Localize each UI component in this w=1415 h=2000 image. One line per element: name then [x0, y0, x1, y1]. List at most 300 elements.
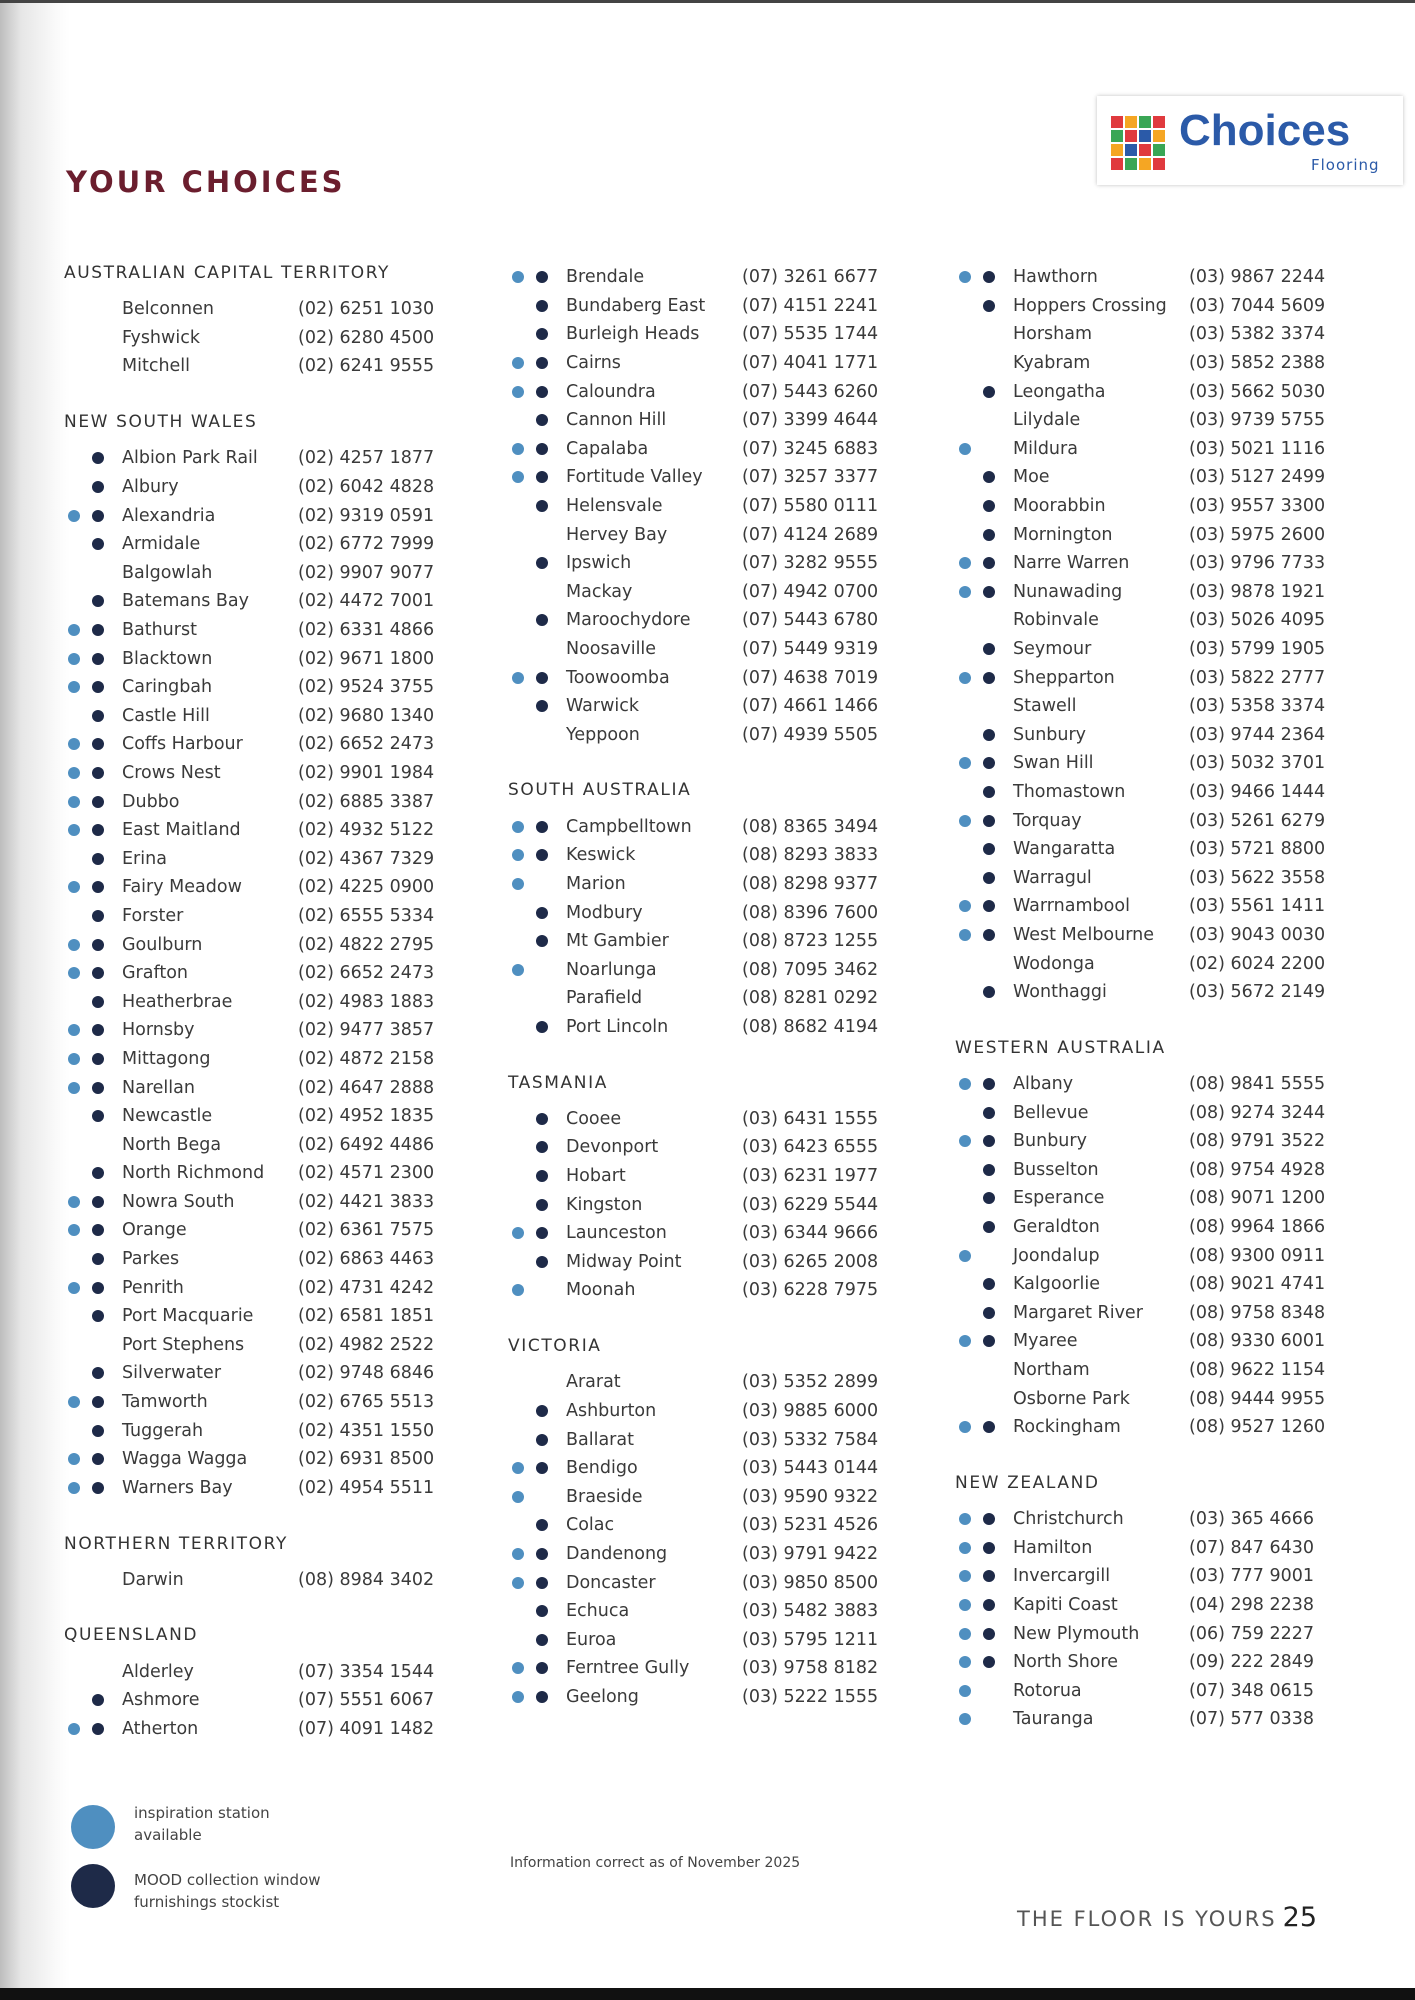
mood-collection-dot-icon: [983, 643, 995, 655]
store-phone: (08) 9964 1866: [1189, 1217, 1326, 1238]
store-phone: (02) 6931 8500: [298, 1449, 435, 1470]
mood-collection-dot-icon: [92, 767, 104, 779]
store-phone: (03) 9744 2364: [1189, 724, 1326, 745]
store-row: [508, 1368, 938, 1397]
mood-collection-legend-icon: [71, 1864, 115, 1908]
store-phone: (08) 9330 6001: [1189, 1331, 1326, 1352]
store-phone: (08) 9622 1154: [1189, 1360, 1326, 1381]
store-name: Heatherbrae: [122, 991, 233, 1012]
region-section: [64, 259, 494, 381]
store-name: Esperance: [1013, 1188, 1105, 1209]
region-section: [955, 1034, 1385, 1442]
store-row: [508, 898, 938, 927]
store-name: Atherton: [122, 1718, 199, 1739]
mood-collection-dot-icon: [536, 443, 548, 455]
mood-collection-dot-icon: [536, 300, 548, 312]
store-row: [508, 578, 938, 607]
store-name: Ballarat: [566, 1429, 634, 1450]
store-row: [508, 520, 938, 549]
mood-collection-dot-icon: [536, 328, 548, 340]
region-section: [64, 1530, 494, 1595]
store-name: Bunbury: [1013, 1131, 1087, 1152]
store-row: [64, 816, 494, 845]
store-name: Hervey Bay: [566, 524, 668, 545]
mood-collection-dot-icon: [983, 786, 995, 798]
store-name: Goulburn: [122, 934, 203, 955]
store-name: Myaree: [1013, 1331, 1078, 1352]
page-title: YOUR CHOICES: [66, 165, 346, 199]
store-name: Fairy Meadow: [122, 877, 242, 898]
mood-collection-dot-icon: [983, 1135, 995, 1147]
mood-collection-dot-icon: [536, 1113, 548, 1125]
inspiration-station-dot-icon: [959, 443, 971, 455]
store-row: [508, 1276, 938, 1305]
inspiration-station-dot-icon: [512, 1227, 524, 1239]
store-name: New Plymouth: [1013, 1623, 1140, 1644]
mood-collection-dot-icon: [92, 481, 104, 493]
store-row: [508, 1597, 938, 1626]
store-phone: (08) 9300 0911: [1189, 1245, 1326, 1266]
store-phone: (03) 9791 9422: [742, 1543, 879, 1564]
store-phone: (02) 6331 4866: [298, 620, 435, 640]
store-row: [955, 377, 1385, 406]
store-name: Mackay: [566, 581, 633, 602]
store-row: [508, 870, 938, 899]
store-name: Crows Nest: [122, 762, 221, 783]
store-name: Torquay: [1013, 810, 1082, 831]
mood-collection-dot-icon: [983, 900, 995, 912]
store-name: Modbury: [566, 902, 643, 923]
store-name: Coffs Harbour: [122, 734, 243, 755]
inspiration-station-dot-icon: [959, 1421, 971, 1433]
store-name: Caloundra: [566, 381, 656, 402]
mood-collection-dot-icon: [536, 700, 548, 712]
store-phone: (02) 4932 5122: [298, 820, 435, 841]
inspiration-station-dot-icon: [512, 849, 524, 861]
inspiration-station-dot-icon: [512, 878, 524, 890]
inspiration-station-dot-icon: [512, 1662, 524, 1674]
store-phone: (08) 9841 5555: [1189, 1074, 1326, 1095]
store-phone: (03) 5352 2899: [742, 1372, 879, 1393]
store-phone: (03) 5852 2388: [1189, 353, 1326, 374]
store-name: Ararat: [566, 1372, 621, 1393]
store-name: Narellan: [122, 1077, 195, 1098]
mood-collection-dot-icon: [536, 414, 548, 426]
store-name: Sunbury: [1013, 724, 1087, 745]
store-name: Kingston: [566, 1194, 643, 1215]
mood-collection-dot-icon: [983, 843, 995, 855]
mood-collection-dot-icon: [536, 271, 548, 283]
store-phone: (03) 365 4666: [1189, 1509, 1314, 1530]
store-name: Erina: [122, 848, 167, 869]
store-phone: (02) 6251 1030: [298, 299, 435, 320]
mood-collection-dot-icon: [536, 1141, 548, 1153]
store-phone: (02) 4257 1877: [298, 448, 435, 469]
store-phone: (07) 4638 7019: [742, 667, 879, 688]
column-2: [508, 263, 938, 1739]
store-name: Albion Park Rail: [122, 448, 258, 469]
mood-collection-dot-icon: [536, 557, 548, 569]
region-section: [955, 1469, 1385, 1734]
store-row: [508, 606, 938, 635]
store-name: North Richmond: [122, 1163, 265, 1184]
mood-collection-dot-icon: [92, 796, 104, 808]
store-phone: (03) 5662 5030: [1189, 381, 1326, 402]
store-name: Orange: [122, 1220, 187, 1241]
store-phone: (09) 222 2849: [1189, 1652, 1314, 1673]
store-phone: (07) 3261 6677: [742, 267, 879, 288]
mood-collection-dot-icon: [92, 910, 104, 922]
region-section: [64, 408, 494, 1502]
store-phone: (07) 5449 9319: [742, 639, 879, 660]
store-row: [64, 1245, 494, 1274]
store-phone: (02) 6042 4828: [298, 477, 435, 498]
inspiration-station-dot-icon: [512, 1491, 524, 1503]
store-row: [955, 1299, 1385, 1328]
store-phone: (02) 6652 2473: [298, 734, 435, 755]
store-row: [508, 721, 938, 750]
footer: [1017, 1902, 1317, 1933]
inspiration-station-dot-icon: [512, 271, 524, 283]
inspiration-station-dot-icon: [959, 1656, 971, 1668]
store-phone: (03) 6228 7975: [742, 1280, 879, 1301]
store-row: [64, 559, 494, 588]
inspiration-station-dot-icon: [512, 386, 524, 398]
store-name: Devonport: [566, 1137, 659, 1158]
store-phone: (07) 5580 0111: [742, 496, 879, 517]
store-phone: (03) 9739 5755: [1189, 410, 1326, 431]
store-row: [955, 1070, 1385, 1099]
store-phone: (07) 4041 1771: [742, 353, 879, 374]
store-row: [955, 1648, 1385, 1677]
mood-collection-dot-icon: [536, 1405, 548, 1417]
inspiration-station-dot-icon: [512, 1691, 524, 1703]
mood-collection-dot-icon: [92, 1310, 104, 1322]
store-name: Nowra South: [122, 1191, 235, 1212]
inspiration-station-dot-icon: [959, 1713, 971, 1725]
store-phone: (02) 6652 2473: [298, 963, 435, 984]
store-phone: (03) 5672 2149: [1189, 982, 1326, 1003]
mood-collection-dot-icon: [536, 614, 548, 626]
inspiration-station-dot-icon: [959, 271, 971, 283]
store-row: [955, 892, 1385, 921]
store-phone: (07) 348 0615: [1189, 1680, 1314, 1701]
mood-collection-dot-icon: [536, 1519, 548, 1531]
store-row: [64, 1331, 494, 1360]
inspiration-station-dot-icon: [512, 1284, 524, 1296]
store-row: [64, 987, 494, 1016]
store-name: Echuca: [566, 1601, 630, 1622]
logo-wordmark: Choices: [1179, 106, 1351, 155]
mood-collection-dot-icon: [536, 1434, 548, 1446]
store-name: Darwin: [122, 1569, 184, 1590]
store-name: Belconnen: [122, 299, 215, 320]
store-name: Mitchell: [122, 356, 191, 377]
store-phone: (03) 6344 9666: [742, 1223, 879, 1244]
store-row: [64, 444, 494, 473]
store-name: Bathurst: [122, 620, 197, 640]
store-phone: (08) 8396 7600: [742, 902, 879, 923]
inspiration-station-dot-icon: [512, 964, 524, 976]
store-phone: (02) 6555 5334: [298, 905, 435, 926]
store-phone: (02) 4367 7329: [298, 848, 435, 869]
store-name: Bendigo: [566, 1458, 638, 1479]
store-name: Hobart: [566, 1166, 626, 1187]
store-name: Bundaberg East: [566, 295, 706, 316]
store-phone: (03) 6265 2008: [742, 1251, 879, 1272]
store-row: [508, 263, 938, 292]
store-name: Warragul: [1013, 867, 1092, 888]
store-phone: (03) 9885 6000: [742, 1401, 879, 1422]
store-row: [508, 1133, 938, 1162]
store-name: Nunawading: [1013, 581, 1123, 602]
store-name: Capalaba: [566, 438, 649, 459]
store-row: [955, 835, 1385, 864]
mood-collection-dot-icon: [983, 471, 995, 483]
store-name: Mittagong: [122, 1048, 211, 1069]
inspiration-station-dot-icon: [68, 1224, 80, 1236]
store-name: Shepparton: [1013, 667, 1115, 688]
store-row: [955, 1213, 1385, 1242]
store-name: Hawthorn: [1013, 267, 1098, 288]
inspiration-station-dot-icon: [959, 672, 971, 684]
mood-collection-dot-icon: [92, 1053, 104, 1065]
mood-collection-dot-icon: [92, 881, 104, 893]
store-row: [64, 352, 494, 381]
store-name: Parafield: [566, 988, 643, 1009]
store-row: [64, 530, 494, 559]
mood-collection-dot-icon: [983, 271, 995, 283]
logo-tile-grid-icon: [1111, 116, 1165, 170]
store-row: [955, 492, 1385, 521]
store-phone: (03) 9466 1444: [1189, 781, 1326, 802]
store-row: [508, 1511, 938, 1540]
store-name: Braeside: [566, 1486, 643, 1507]
store-phone: (03) 5222 1555: [742, 1686, 879, 1707]
inspiration-station-dot-icon: [68, 1723, 80, 1735]
inspiration-station-dot-icon: [959, 1685, 971, 1697]
store-row: [508, 1483, 938, 1512]
mood-collection-dot-icon: [983, 872, 995, 884]
store-phone: (02) 9901 1984: [298, 762, 435, 783]
inspiration-station-dot-icon: [68, 1453, 80, 1465]
store-name: Christchurch: [1013, 1509, 1124, 1530]
store-phone: (02) 9680 1340: [298, 705, 435, 726]
store-name: Geraldton: [1013, 1217, 1100, 1238]
inspiration-station-legend-label: inspiration station available: [134, 1804, 270, 1844]
mood-collection-dot-icon: [92, 1694, 104, 1706]
store-row: [64, 844, 494, 873]
mood-collection-dot-icon: [536, 1634, 548, 1646]
store-row: [955, 1562, 1385, 1591]
mood-collection-dot-icon: [983, 1335, 995, 1347]
store-name: Wangaratta: [1013, 839, 1116, 860]
store-phone: (08) 8281 0292: [742, 988, 879, 1009]
store-name: Newcastle: [122, 1106, 213, 1127]
inspiration-station-dot-icon: [959, 1135, 971, 1147]
mood-collection-dot-icon: [536, 471, 548, 483]
store-phone: (02) 4731 4242: [298, 1277, 435, 1298]
store-row: [64, 959, 494, 988]
store-row: [64, 501, 494, 530]
store-row: [508, 1190, 938, 1219]
mood-collection-dot-icon: [536, 907, 548, 919]
store-phone: (03) 5822 2777: [1189, 667, 1326, 688]
inspiration-station-dot-icon: [68, 967, 80, 979]
store-row: [955, 1384, 1385, 1413]
inspiration-station-dot-icon: [959, 1335, 971, 1347]
store-name: Rockingham: [1013, 1417, 1121, 1438]
store-row: [955, 520, 1385, 549]
store-row: [955, 1156, 1385, 1185]
store-phone: (03) 5026 4095: [1189, 610, 1326, 631]
store-phone: (02) 6280 4500: [298, 327, 435, 348]
store-name: Moonah: [566, 1280, 636, 1301]
store-name: Yeppoon: [566, 724, 640, 745]
inspiration-station-dot-icon: [68, 681, 80, 693]
store-name: Ashmore: [122, 1690, 200, 1711]
store-name: Ashburton: [566, 1401, 657, 1422]
store-row: [955, 978, 1385, 1007]
inspiration-station-dot-icon: [959, 757, 971, 769]
mood-collection-dot-icon: [983, 1656, 995, 1668]
region-heading: NORTHERN TERRITORY: [64, 1533, 288, 1554]
store-row: [508, 1568, 938, 1597]
mood-collection-dot-icon: [983, 1192, 995, 1204]
mood-collection-dot-icon: [983, 1542, 995, 1554]
mood-collection-dot-icon: [536, 1605, 548, 1617]
region-heading: NEW SOUTH WALES: [64, 412, 258, 433]
mood-collection-dot-icon: [536, 386, 548, 398]
mood-collection-dot-icon: [92, 1196, 104, 1208]
store-phone: (08) 8984 3402: [298, 1569, 435, 1590]
store-name: Brendale: [566, 267, 645, 288]
store-row: [64, 616, 494, 645]
mood-collection-dot-icon: [536, 1662, 548, 1674]
store-phone: (03) 7044 5609: [1189, 295, 1326, 316]
mood-collection-dot-icon: [536, 1021, 548, 1033]
store-name: Kalgoorlie: [1013, 1274, 1100, 1295]
region-heading: VICTORIA: [508, 1336, 602, 1357]
choices-flooring-logo: [1097, 96, 1403, 185]
store-name: Lilydale: [1013, 410, 1081, 431]
store-phone: (07) 3245 6883: [742, 438, 879, 459]
store-row: [64, 1686, 494, 1715]
store-row: [508, 1219, 938, 1248]
store-name: Robinvale: [1013, 610, 1099, 631]
store-name: Kyabram: [1013, 353, 1091, 374]
store-row: [64, 1073, 494, 1102]
inspiration-station-dot-icon: [512, 1462, 524, 1474]
mood-collection-dot-icon: [983, 1570, 995, 1582]
store-phone: (07) 4942 0700: [742, 581, 879, 602]
mood-collection-dot-icon: [536, 1462, 548, 1474]
inspiration-station-dot-icon: [68, 939, 80, 951]
store-phone: (08) 9274 3244: [1189, 1102, 1326, 1123]
information-note: Information correct as of November 2025: [510, 1855, 801, 1871]
store-name: Colac: [566, 1515, 615, 1536]
store-phone: (08) 9527 1260: [1189, 1417, 1326, 1438]
mood-collection-dot-icon: [92, 738, 104, 750]
mood-collection-dot-icon: [92, 1224, 104, 1236]
inspiration-station-dot-icon: [68, 1082, 80, 1094]
inspiration-station-dot-icon: [68, 653, 80, 665]
store-phone: (02) 9748 6846: [298, 1363, 435, 1384]
store-phone: (02) 4872 2158: [298, 1048, 435, 1069]
store-row: [64, 902, 494, 931]
store-name: Noarlunga: [566, 959, 657, 980]
store-row: [508, 1540, 938, 1569]
inspiration-station-dot-icon: [68, 738, 80, 750]
store-name: Thomastown: [1013, 781, 1126, 802]
mood-collection-dot-icon: [92, 1024, 104, 1036]
store-phone: (03) 5561 1411: [1189, 896, 1326, 917]
inspiration-station-dot-icon: [512, 443, 524, 455]
store-row: [955, 1241, 1385, 1270]
store-name: Penrith: [122, 1277, 184, 1298]
mood-collection-dot-icon: [536, 357, 548, 369]
store-row: [955, 263, 1385, 292]
mood-collection-dot-icon: [92, 452, 104, 464]
store-name: Tuggerah: [122, 1420, 204, 1441]
store-row: [508, 955, 938, 984]
store-phone: (03) 5032 3701: [1189, 753, 1326, 774]
region-section: [508, 1069, 938, 1305]
store-row: [508, 1397, 938, 1426]
store-name: Cannon Hill: [566, 410, 667, 431]
store-name: Port Stephens: [122, 1334, 245, 1355]
store-phone: (08) 9021 4741: [1189, 1274, 1326, 1295]
store-row: [64, 1715, 494, 1744]
store-phone: (08) 9758 8348: [1189, 1302, 1326, 1323]
store-name: Blacktown: [122, 648, 213, 669]
store-row: [64, 1416, 494, 1445]
store-phone: (03) 6231 1977: [742, 1166, 879, 1187]
store-name: Northam: [1013, 1360, 1090, 1381]
store-name: Helensvale: [566, 496, 663, 517]
store-phone: (02) 4571 2300: [298, 1163, 435, 1184]
mood-collection-dot-icon: [92, 1396, 104, 1408]
mood-collection-dot-icon: [536, 1256, 548, 1268]
inspiration-station-dot-icon: [959, 900, 971, 912]
store-phone: (03) 9796 7733: [1189, 553, 1326, 574]
store-name: Horsham: [1013, 324, 1093, 345]
store-row: [955, 806, 1385, 835]
store-row: [508, 812, 938, 841]
store-phone: (02) 9319 0591: [298, 505, 435, 526]
store-phone: (02) 6863 4463: [298, 1249, 435, 1270]
mood-collection-dot-icon: [536, 849, 548, 861]
region-section: [508, 263, 938, 749]
region-section: [955, 263, 1385, 1006]
store-row: [508, 984, 938, 1013]
mood-collection-dot-icon: [92, 1167, 104, 1179]
mood-collection-dot-icon: [983, 529, 995, 541]
logo-subtitle: Flooring: [1311, 156, 1380, 174]
mood-collection-dot-icon: [983, 1107, 995, 1119]
mood-collection-dot-icon: [536, 1548, 548, 1560]
store-row: [955, 1270, 1385, 1299]
mood-collection-dot-icon: [92, 1453, 104, 1465]
inspiration-station-dot-icon: [68, 881, 80, 893]
mood-collection-dot-icon: [983, 557, 995, 569]
store-row: [955, 1184, 1385, 1213]
store-phone: (02) 4822 2795: [298, 934, 435, 955]
store-name: Narre Warren: [1013, 553, 1130, 574]
mood-collection-dot-icon: [983, 986, 995, 998]
store-phone: (03) 9590 9322: [742, 1486, 879, 1507]
store-name: Keswick: [566, 845, 636, 866]
